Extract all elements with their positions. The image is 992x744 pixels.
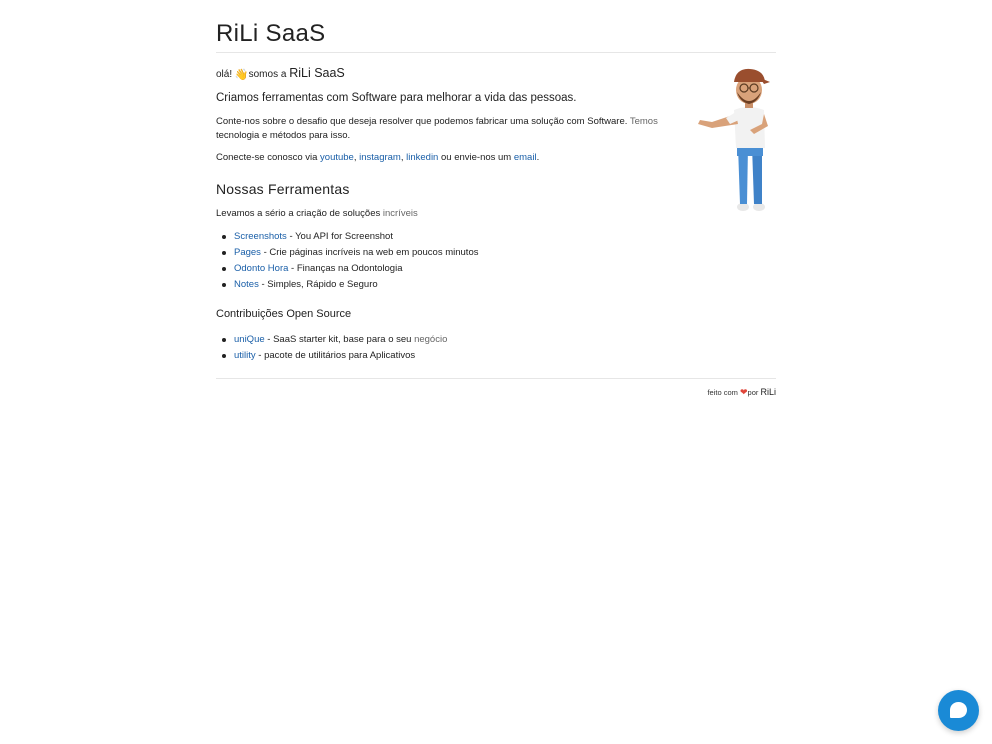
tools-subtitle-muted: incríveis [382,207,418,219]
list-item [222,348,776,364]
tagline: Criamos ferramentas com Software para melhorar a vida das pessoas. [216,92,577,104]
contact-comma-1: , [353,152,357,163]
tool-desc: - Crie páginas incríveis na web em poucos minutos [260,246,479,258]
footer-made-with: feito com [707,387,738,397]
youtube-link[interactable]: youtube [320,152,354,163]
contact-middle: ou envie-nos um [440,152,512,163]
chat-button[interactable] [938,690,979,731]
oss-link-utility[interactable]: utility [234,349,256,361]
email-link[interactable]: email [513,152,537,163]
contact-suffix: . [536,152,540,163]
contact-prefix: Conecte-se conosco via [216,152,318,163]
about-muted: Temos [629,116,658,127]
oss-desc-muted: negócio [414,333,448,345]
linkedin-link[interactable]: linkedin [406,152,439,163]
instagram-link[interactable]: instagram [359,152,401,163]
tools-subtitle-text: Levamos a sério a criação de soluções [216,207,381,219]
footer [216,385,776,399]
intro-brand: RiLi SaaS [289,66,345,80]
tool-link-screenshots[interactable]: Screenshots [234,230,287,242]
tool-link-notes[interactable]: Notes [234,278,259,290]
contact-comma-2: , [400,152,404,163]
site-title: RiLi SaaS [216,20,326,47]
character-illustration [692,66,772,214]
contact-paragraph [216,151,691,165]
oss-link-unique[interactable]: uniQue [234,333,265,345]
tool-link-odonto-hora[interactable]: Odonto Hora [234,262,289,274]
tools-list [216,229,776,293]
about-paragraph [216,115,691,142]
opensource-heading: Contribuições Open Source [216,307,352,320]
title-divider [216,52,776,53]
list-item [222,332,776,348]
footer-brand: RiLi [760,386,776,397]
heart-icon: ❤ [740,386,748,397]
tool-link-pages[interactable]: Pages [234,246,261,258]
list-item [222,261,776,277]
chat-bubble-icon [949,701,968,720]
tool-desc: - Finanças na Odontologia [288,262,403,274]
list-item [222,277,776,293]
intro-we-are: somos a [248,69,287,80]
tool-desc: - You API for Screenshot [286,230,393,242]
footer-by: por [747,387,759,397]
intro-hello: olá! [216,69,233,80]
oss-desc: - SaaS starter kit, base para o seu [264,333,412,345]
wave-icon: 👋 [234,69,249,81]
tools-heading: Nossas Ferramentas [216,180,350,197]
footer-divider [216,378,776,379]
list-item [222,229,776,245]
opensource-list [216,332,776,364]
oss-desc: - pacote de utilitários para Aplicativos [255,349,416,361]
about-text-2: tecnologia e métodos para isso. [216,129,351,141]
about-text: Conte-nos sobre o desafio que deseja resolver que podemos fabricar uma solução com Software. [216,116,628,127]
tool-desc: - Simples, Rápido e Seguro [258,278,378,290]
list-item [222,245,776,261]
